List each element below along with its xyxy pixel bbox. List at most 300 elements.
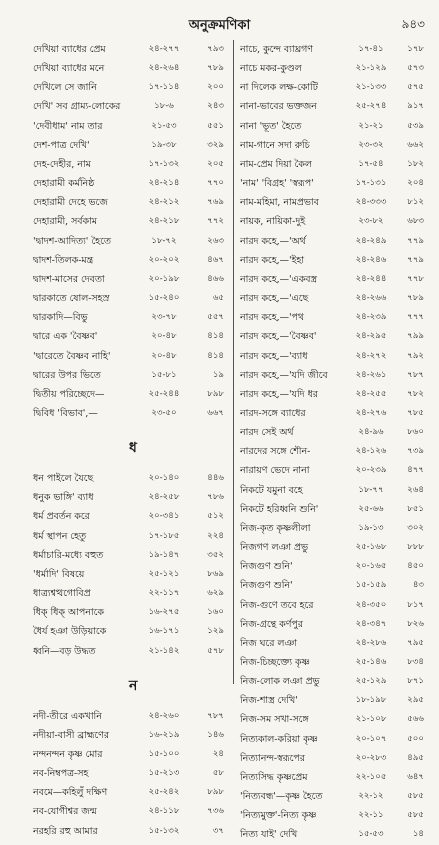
entry-text: নারদ কহে,—'একবস্ত্র (240, 273, 317, 285)
entry-reference: ২৫-২৪২ (148, 787, 180, 798)
entry-text: দ্বারে এক 'বৈষ্ণব' (33, 331, 98, 343)
entry-page: ৭৮৯ (207, 63, 224, 74)
entry-reference: ২৫-২৪৪ (148, 388, 180, 399)
index-entry (234, 289, 426, 308)
entry-reference: ২৪-২৮৬ (355, 637, 387, 648)
entry-reference: ২০-১৯৮ (148, 273, 180, 284)
entry-reference: ২৪-২৭৬ (355, 407, 387, 418)
index-entry (234, 481, 426, 500)
index-entry (33, 584, 233, 603)
entry-page: ৮৩৪ (407, 657, 424, 667)
index-entry (33, 488, 233, 507)
entry-reference: ২৩-৫০ (151, 407, 177, 418)
entry-page: ৪১৪ (207, 350, 224, 361)
index-entry (234, 385, 426, 404)
entry-reference: ২০-১৬৫ (355, 561, 387, 572)
entry-page: ৫৫১ (207, 120, 224, 131)
index-entry (234, 40, 426, 59)
entry-reference: ২৫-১৪৬ (355, 657, 387, 667)
entry-text: 'দ্বারেতে বৈষ্ণব নাহি' (33, 350, 111, 362)
entry-text: দেহ-দেহীর, নাম (33, 158, 91, 170)
entry-reference: ১৭-১৩২ (148, 158, 180, 169)
index-entry (234, 672, 426, 691)
entry-text: নারদ সেই অর্থ (240, 427, 294, 439)
entry-text: নারদ কহে,—'পথ (240, 312, 304, 324)
entry-page: ৪৬৬ (207, 273, 224, 284)
entry-page: ১৮২ (407, 158, 424, 169)
entry-text: নব-যোগীশ্বর জন্ম (33, 806, 97, 818)
index-entry (234, 193, 426, 212)
entry-reference: ২১-২১ (358, 120, 384, 131)
entry-text: নানা-ভাবের ভক্তজন (240, 101, 317, 113)
index-entry (33, 270, 233, 289)
index-entry (234, 768, 426, 787)
entry-reference: ২০-১০৭ (355, 733, 387, 744)
entry-reference: ১৬-২৭৫ (148, 607, 180, 618)
entry-page: ৫৮৫ (407, 791, 424, 802)
entry-reference: ১৭-১৩১ (355, 178, 387, 189)
entry-reference: ২৪-২৭৭ (148, 44, 180, 54)
entry-reference: ১৫-১৫৯ (355, 580, 387, 591)
entry-text: 'ধর্মাদি' বিষয়ে (33, 568, 85, 580)
entry-text: নাম-গানে সদা রুচি (240, 139, 310, 151)
entry-reference: ২৪-২৬০ (148, 710, 180, 721)
entry-page: ৭৭৯ (407, 254, 424, 265)
entry-text: ধিক্ ধিক্ আপনাকে (33, 607, 104, 619)
entry-reference: ২৪-১১৮ (148, 806, 180, 817)
entry-reference: ২৪-২৭২ (355, 350, 387, 361)
index-entry (234, 212, 426, 231)
entry-text: নদী-তীরে একখানি (33, 710, 102, 722)
index-entry (33, 707, 233, 726)
index-entry (33, 174, 233, 193)
entry-reference: ২২-১২ (358, 791, 384, 802)
entry-page: ২০০ (207, 82, 224, 93)
entry-reference: ২৪-২৪৬ (355, 254, 387, 265)
index-entry (234, 59, 426, 78)
index-entry (33, 507, 233, 526)
entry-page: ৫১২ (207, 511, 224, 522)
entry-text: নিত্যানন্দ-স্বরূপের (240, 752, 305, 764)
index-entry (33, 385, 233, 404)
entry-page: ৭৯৫ (407, 637, 424, 648)
entry-text: দ্বিতীয় পরিচ্ছেদে— (33, 388, 105, 400)
index-entry (33, 40, 233, 59)
entry-reference: ২৪-৯৬ (358, 427, 384, 438)
index-entry (33, 136, 233, 155)
entry-reference: ২৪-৩৩৩ (355, 197, 387, 208)
index-entry (33, 469, 233, 488)
entry-text: নিজ-কৃত কৃষ্ণলীলা (240, 522, 311, 534)
index-entry (234, 423, 426, 442)
entry-reference: ২১-১৩৩ (355, 82, 387, 93)
entry-page: ৭৮৯ (407, 293, 424, 304)
entry-text: নিত্যকাল-করিয়া কৃষ্ণ (240, 733, 318, 745)
entry-text: 'দেবীধাম' নাম তার (33, 120, 103, 132)
index-entry (234, 653, 426, 672)
section-letter: ন (129, 677, 138, 694)
section-heading (33, 661, 233, 707)
index-entry (234, 519, 426, 538)
entry-page: ৮৬৯ (207, 568, 224, 579)
entry-reference: ২৪-২৫৮ (148, 492, 180, 503)
entry-page: ৭৮৫ (407, 407, 424, 418)
entry-text: দেখিলে সে জানি (33, 82, 97, 94)
index-entry (234, 270, 426, 289)
entry-page: ৮২৬ (407, 618, 424, 629)
entry-reference: ১৫-৫৩ (358, 829, 384, 840)
index-entry (33, 347, 233, 366)
entry-page: ৫৮ (212, 768, 224, 779)
entry-page: ৬৮৩ (407, 216, 424, 227)
entry-page: ৩৫২ (207, 549, 224, 560)
entry-text: নিজ-চিচ্ছক্ত্যে কৃষ্ণ (240, 657, 310, 668)
entry-text: নিকটে যমুনা বহে (240, 484, 303, 496)
entry-reference: ১৯-৩৮ (151, 139, 177, 150)
entry-reference: ১৫-৮১ (151, 369, 177, 380)
entry-page: ১২৯ (207, 626, 224, 637)
entry-reference: ১৫-১০০ (148, 749, 180, 759)
entry-page: ৬৪৭ (407, 771, 424, 782)
entry-text: দেহারামী দেহে ভজে (33, 197, 108, 209)
entry-reference: ২৪-২১৪ (148, 178, 180, 189)
entry-page: ১৬০ (207, 607, 224, 618)
entry-reference: ২৫-১২৯ (355, 676, 387, 687)
entry-text: নিকটে হরিধ্বনি শুনি' (240, 503, 319, 515)
entry-reference: ২৪-২৬৬ (355, 293, 387, 304)
index-entry (234, 730, 426, 749)
index-entry (234, 327, 426, 346)
entry-reference: ২০-৪৮ (151, 350, 177, 361)
entry-reference: ২৪-১২৬ (355, 446, 387, 457)
entry-text: দেহারামী, সর্বকাম (33, 216, 97, 228)
entry-page: ২৪ (212, 749, 224, 759)
entry-reference: ১৮-৬ (154, 101, 174, 112)
entry-reference: ২৫-৬৬ (358, 503, 384, 514)
entry-text: দেখিয়া ব্যাধের প্রেম (33, 44, 106, 55)
entry-page: ৪৫০ (407, 561, 424, 572)
entry-page: ৪৭৭ (407, 465, 424, 476)
index-entry (234, 174, 426, 193)
index-entry (234, 308, 426, 327)
index-entry (234, 366, 426, 385)
entry-text: নিজ ঘরে লঞা (240, 637, 297, 649)
index-entry (33, 726, 233, 745)
entry-reference: ২২-১১৭ (148, 588, 180, 599)
entry-text: 'নিত্যবন্ধ'—কৃষ্ণ হৈতে (240, 791, 323, 803)
entry-reference: ২২-১০৫ (355, 771, 387, 782)
section-heading (33, 423, 233, 469)
index-entry (33, 155, 233, 174)
entry-text: ধন পাইলে যৈছে (33, 473, 94, 485)
index-entry (234, 691, 426, 710)
entry-text: দেখি' সব গ্রাম্য-লোকের (33, 101, 121, 113)
entry-text: নারদ কহে,—'ব্যাধ (240, 350, 308, 362)
entry-reference: ২০-২৩৯ (355, 465, 387, 476)
entry-page: ৬২৯ (207, 588, 224, 599)
entry-reference: ২০-২০২ (148, 254, 180, 265)
entry-reference: ২১-১৪২ (148, 645, 180, 656)
index-entry (234, 538, 426, 557)
entry-page: ২৬৩ (207, 235, 224, 246)
index-column-right (234, 40, 426, 845)
entry-reference: ২৪-২৬১ (355, 369, 387, 380)
entry-reference: ১৭-১৮৫ (148, 530, 180, 541)
entry-text: দ্বাদশ-তিলক-মন্ত্র (33, 254, 94, 266)
index-entry (234, 576, 426, 595)
entry-reference: ২০-১৪০ (148, 473, 180, 484)
entry-page: ৭৩৯ (407, 446, 424, 457)
entry-text: নারদ কহে,—'এছে (240, 293, 309, 305)
entry-reference: ১৮-১৯৮ (355, 695, 387, 706)
entry-text: নাম-মহিমা, নামপ্রভাব (240, 197, 319, 209)
index-entry (33, 366, 233, 385)
entry-reference: ১৬-২১৯ (148, 729, 180, 740)
index-entry (234, 442, 426, 461)
entry-reference: ১৭-১১৪ (148, 82, 180, 93)
entry-text: দেহারামী কর্মনিষ্ঠ (33, 178, 95, 190)
index-column-left (33, 40, 233, 841)
entry-page: ৪৩ (412, 580, 424, 591)
entry-reference: ১৬-১৭১ (148, 626, 180, 637)
entry-reference: ২২-১১ (358, 810, 384, 821)
entry-reference: ১৮-৭৭ (358, 484, 384, 495)
entry-page: ২২৪ (207, 530, 224, 541)
entry-text: ধ্বনি—বড় উদ্ধত (33, 645, 96, 657)
entry-page: ২০৪ (407, 178, 424, 189)
index-entry (33, 622, 233, 641)
index-entry (234, 710, 426, 729)
entry-page: ৫৩৯ (407, 120, 424, 131)
entry-text: নারদের সঙ্গে শৌন- (240, 446, 311, 458)
entry-reference: ২৪-২১৮ (148, 216, 180, 227)
entry-page: ৭৯৯ (407, 331, 424, 342)
entry-text: ধর্মাচারি-মধ্যে বহুত (33, 549, 104, 561)
entry-text: নিজগুণ শুনি' (240, 561, 293, 573)
index-entry (234, 634, 426, 653)
entry-reference: ২৪-৩৫০ (355, 599, 387, 610)
entry-page: ৫৮৫ (407, 810, 424, 821)
index-entry (33, 565, 233, 584)
entry-page: ৭৩৬ (207, 806, 224, 817)
entry-reference: ২০-২৮৩ (355, 752, 387, 763)
entry-reference: ২১-১০৮ (355, 714, 387, 725)
entry-text: 'নিত্যমুক্ত'-নিত্য কৃষ্ণ (240, 810, 317, 822)
index-entry (234, 806, 426, 825)
entry-reference: ২৩-৩২ (358, 139, 384, 150)
entry-reference: ২৪-২৫৫ (355, 388, 387, 399)
entry-text: নিজগণ লঞা প্রভু (240, 542, 309, 554)
entry-text: নারদ কহে,—'অর্থ (240, 235, 306, 247)
entry-page: ৬৬৭ (207, 407, 224, 418)
entry-page: ৬৫ (212, 293, 224, 304)
entry-reference: ২১-৫৩ (151, 120, 177, 131)
entry-text: দ্বাদশ-মাসের দেবতা (33, 273, 105, 285)
entry-page: ৭৭২ (207, 216, 224, 227)
entry-text: 'নাম' 'বিগ্রহ' 'স্বরূপ' (240, 178, 314, 190)
entry-text: দেখিয়া ব্যাধের মনে (33, 63, 105, 75)
entry-page: ৭৮২ (407, 388, 424, 399)
entry-text: দেশ-পাত্র দেখি' (33, 139, 90, 151)
index-entry (234, 117, 426, 136)
entry-reference: ২৪-২৪৪ (355, 273, 387, 284)
entry-reference: ১৫-১৩২ (148, 825, 180, 836)
index-entry (33, 822, 233, 841)
index-entry (33, 193, 233, 212)
entry-page: ৭৭৭ (407, 312, 424, 323)
entry-text: নিজ-শাস্ত্র দেখি' (240, 695, 298, 707)
entry-reference: ১৯-১৪৭ (148, 549, 180, 560)
entry-page: ৪৬৭ (207, 254, 224, 265)
index-entry (33, 97, 233, 116)
entry-page: ২০৫ (207, 158, 224, 169)
entry-page: ৮৭১ (407, 676, 424, 687)
page-header (0, 0, 439, 40)
entry-text: দ্বারকাতে ষোল-সহস্র (33, 293, 110, 305)
entry-reference: ১৫-২১৩ (148, 768, 180, 779)
entry-reference: ২৪-২৪৯ (355, 235, 387, 246)
index-entry (234, 136, 426, 155)
entry-page: ১৪৬ (207, 729, 224, 740)
entry-text: নিজ-সম সখা-সঙ্গে (240, 714, 309, 726)
entry-page: ৮৫১ (407, 503, 424, 514)
entry-text: ধৈর্য হঞা উড়িয়াকে (33, 626, 107, 638)
entry-reference: ২৪-২৩৯ (355, 312, 387, 323)
entry-text: নারদ কহে,—'ইহা (240, 254, 305, 266)
entry-text: ধনুক ভাঙ্গি' ব্যাধ (33, 492, 94, 504)
entry-text: নারদ কহে,—'যদি জীবে (240, 369, 328, 381)
entry-page: ৮১৭ (407, 599, 424, 610)
index-entry (234, 557, 426, 576)
index-entry (234, 347, 426, 366)
index-entry (234, 787, 426, 806)
index-entry (33, 327, 233, 346)
entry-page: ৮৬০ (407, 427, 424, 438)
index-entry (234, 461, 426, 480)
entry-text: দ্বিবিধ 'বিভাব',— (33, 407, 98, 419)
entry-page: ১৪ (412, 829, 424, 840)
entry-text: নানা 'ভূত' হৈতে (240, 120, 302, 132)
entry-page: ৪১৪ (207, 331, 224, 342)
entry-reference: ২৩-৭৮ (151, 312, 177, 323)
entry-text: নরহরি রহু আমার (33, 825, 98, 837)
index-entry (33, 59, 233, 78)
entry-text: ধর্ম স্থাপন হেতু (33, 530, 87, 542)
entry-page: ৭৭০ (207, 178, 224, 189)
entry-text: নাম-প্রেম দিয়া কৈল (240, 158, 312, 170)
entry-reference: ২৪-২৯৫ (355, 331, 387, 342)
entry-page: ৮১২ (407, 197, 424, 208)
index-entry (33, 78, 233, 97)
entry-text: নারদ কহে,—'যদি ধর (240, 388, 318, 400)
entry-text: না দিলেক লক্ষ-কোটি (240, 82, 318, 94)
index-entry (33, 745, 233, 764)
section-letter: ধ (129, 440, 137, 457)
index-entry (33, 603, 233, 622)
entry-reference: ২৪-৩৪৭ (355, 618, 387, 629)
entry-text: নারায়ণ ভেদে নানা (240, 465, 310, 477)
index-entry (33, 783, 233, 802)
entry-text: নাচে মকর-কুণ্ডল (240, 63, 302, 75)
entry-page: ৫৭৫ (407, 82, 424, 93)
entry-reference: ২৩-৮২ (358, 216, 384, 227)
index-entry (234, 615, 426, 634)
entry-page: ৮৯৮ (207, 388, 224, 399)
index-entry (234, 749, 426, 768)
index-entry (33, 642, 233, 661)
entry-page: ২৯৫ (407, 695, 424, 706)
entry-page: ৫৭৮ (207, 645, 224, 656)
entry-text: নদীয়া-বাসী ব্রাহ্মণের (33, 729, 110, 741)
entry-text: নারদ-সঙ্গে ব্যাধের (240, 407, 306, 419)
index-entry (234, 97, 426, 116)
index-entry (234, 500, 426, 519)
entry-page: ১৯ (212, 369, 224, 380)
entry-page: ৩৭ (212, 825, 224, 836)
index-entry (33, 404, 233, 423)
entry-text: নিজ-গুণে তবে হরে (240, 599, 314, 611)
entry-page: ৫০০ (407, 733, 424, 744)
entry-reference: ২০-৩৪১ (148, 511, 180, 522)
index-entry (234, 232, 426, 251)
index-entry (234, 825, 426, 844)
entry-text: দ্বারের উপর ভিতে (33, 369, 101, 381)
entry-text: ধাত্র্যশ্বত্থগোবিপ্র (33, 588, 91, 600)
entry-text: নবমে—কহিলুঁ দক্ষিণ (33, 787, 108, 799)
entry-page: ৫৭৩ (407, 63, 424, 74)
entry-reference: ২৪-২৬৪ (148, 63, 180, 74)
entry-text: নিজ-গ্রন্থে কর্ণপুর (240, 618, 303, 630)
index-entry (234, 78, 426, 97)
index-entry (33, 212, 233, 231)
entry-reference: ১৭-৫৪ (358, 158, 384, 169)
index-entry (234, 404, 426, 423)
index-entry (33, 546, 233, 565)
page-number: ৯৪৩ (401, 17, 425, 31)
entry-text: নিজ-লোক লঞা প্রভু (240, 676, 320, 688)
entry-reference: ১৯-১৩ (358, 522, 384, 533)
entry-page: ৭৮৬ (207, 492, 224, 503)
entry-page: ৭৯৩ (207, 44, 224, 54)
entry-page: ৭৮৭ (407, 369, 424, 380)
index-entry (33, 802, 233, 821)
entry-page: ৭৯২ (407, 350, 424, 361)
index-entry (33, 232, 233, 251)
index-entry (234, 251, 426, 270)
page-title: অনুক্রমণিকা (188, 18, 251, 33)
entry-page: ১৭৮ (407, 44, 424, 54)
entry-reference: ১৭-৪১ (358, 44, 384, 54)
index-entry (33, 117, 233, 136)
entry-text: নাচে, কুন্দে ব্যাঘ্রগণ (240, 44, 313, 55)
entry-text: 'দ্বাদশ-আদিত্য' হৈতে (33, 235, 111, 247)
index-entry (33, 251, 233, 270)
entry-page: ২৪৩ (207, 101, 224, 112)
entry-text: নন্দনন্দন কৃষ্ণ মোর (33, 749, 103, 760)
entry-reference: ২৪-২১২ (148, 197, 180, 208)
index-entry (33, 764, 233, 783)
entry-page: ৩২৯ (207, 139, 224, 150)
entry-page: ৮৯৮ (207, 787, 224, 798)
entry-reference: ১৮-৭২ (151, 235, 177, 246)
entry-page: ৮৮৮ (407, 542, 424, 553)
entry-reference: ১৫-২৪০ (148, 293, 180, 304)
entry-page: ৭৬৯ (207, 197, 224, 208)
index-entry (33, 527, 233, 546)
entry-page: ৬৬২ (407, 139, 424, 150)
entry-reference: ২৫-১৬৮ (355, 542, 387, 553)
entry-text: ধর্ম প্রবর্তন করে (33, 511, 90, 523)
